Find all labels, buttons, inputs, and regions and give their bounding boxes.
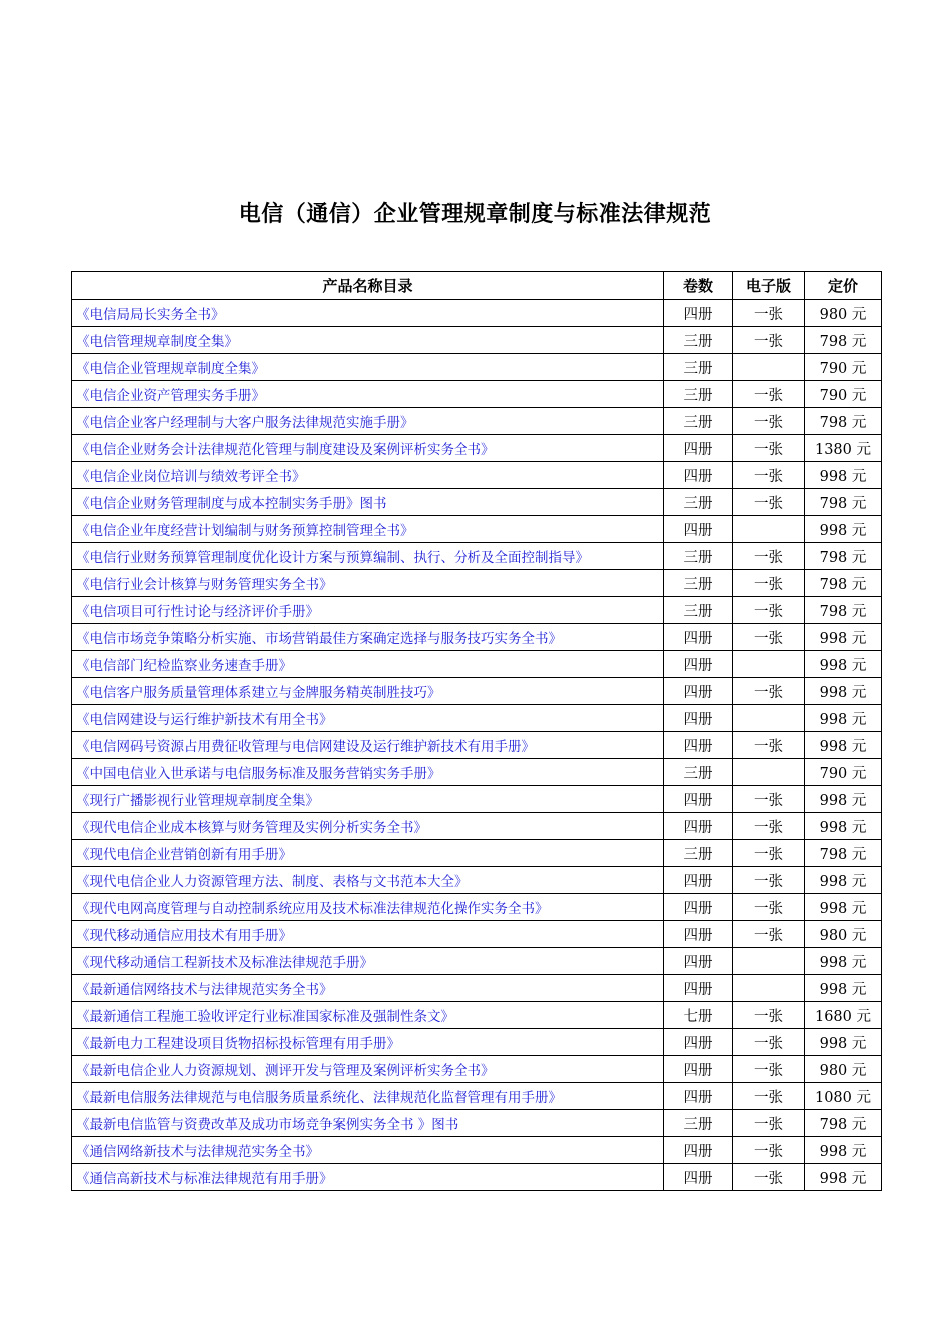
table-row — [72, 327, 882, 354]
ebook-cell — [733, 705, 805, 732]
product-name-link[interactable]: 《电信客户服务质量管理体系建立与金牌服务精英制胜技巧》 — [72, 678, 664, 705]
product-name-link[interactable]: 《电信企业管理规章制度全集》 — [72, 354, 664, 381]
ebook-cell: 一张 — [733, 894, 805, 921]
volumes-cell: 四册 — [664, 1164, 733, 1191]
volumes-cell: 四册 — [664, 1029, 733, 1056]
volumes-cell: 四册 — [664, 732, 733, 759]
table-row — [72, 1002, 882, 1029]
price-cell: 998 元 — [805, 948, 882, 975]
ebook-cell: 一张 — [733, 300, 805, 327]
price-cell: 790 元 — [805, 381, 882, 408]
price-cell: 998 元 — [805, 624, 882, 651]
price-cell: 998 元 — [805, 651, 882, 678]
table-row — [72, 543, 882, 570]
ebook-cell: 一张 — [733, 489, 805, 516]
table-row — [72, 408, 882, 435]
table-row — [72, 624, 882, 651]
table-row — [72, 597, 882, 624]
product-name-link[interactable]: 《通信高新技术与标准法律规范有用手册》 — [72, 1164, 664, 1191]
table-row — [72, 678, 882, 705]
price-cell: 998 元 — [805, 705, 882, 732]
volumes-cell: 四册 — [664, 705, 733, 732]
price-cell: 798 元 — [805, 570, 882, 597]
table-row — [72, 651, 882, 678]
volumes-cell: 四册 — [664, 921, 733, 948]
table-row — [72, 867, 882, 894]
table-row — [72, 381, 882, 408]
product-name-link[interactable]: 《电信企业资产管理实务手册》 — [72, 381, 664, 408]
ebook-cell — [733, 948, 805, 975]
table-row — [72, 300, 882, 327]
price-cell: 798 元 — [805, 489, 882, 516]
table-row — [72, 462, 882, 489]
table-row — [72, 948, 882, 975]
ebook-cell: 一张 — [733, 1056, 805, 1083]
product-name-link[interactable]: 《电信行业会计核算与财务管理实务全书》 — [72, 570, 664, 597]
table-row — [72, 705, 882, 732]
product-name-link[interactable]: 《中国电信业入世承诺与电信服务标准及服务营销实务手册》 — [72, 759, 664, 786]
volumes-cell: 四册 — [664, 516, 733, 543]
volumes-cell: 三册 — [664, 408, 733, 435]
price-cell: 998 元 — [805, 786, 882, 813]
ebook-cell — [733, 516, 805, 543]
price-cell: 1380 元 — [805, 435, 882, 462]
ebook-cell: 一张 — [733, 840, 805, 867]
product-name-link[interactable]: 《电信企业财务会计法律规范化管理与制度建设及案例评析实务全书》 — [72, 435, 664, 462]
volumes-cell: 三册 — [664, 489, 733, 516]
product-name-link[interactable]: 《电信网码号资源占用费征收管理与电信网建设及运行维护新技术有用手册》 — [72, 732, 664, 759]
price-cell: 998 元 — [805, 975, 882, 1002]
price-cell: 998 元 — [805, 1164, 882, 1191]
product-name-link[interactable]: 《电信行业财务预算管理制度优化设计方案与预算编制、执行、分析及全面控制指导》 — [72, 543, 664, 570]
price-cell: 998 元 — [805, 1029, 882, 1056]
ebook-cell: 一张 — [733, 921, 805, 948]
volumes-cell: 七册 — [664, 1002, 733, 1029]
price-cell: 1080 元 — [805, 1083, 882, 1110]
ebook-cell: 一张 — [733, 570, 805, 597]
table-row — [72, 570, 882, 597]
price-cell: 980 元 — [805, 300, 882, 327]
ebook-cell: 一张 — [733, 327, 805, 354]
table-row — [72, 921, 882, 948]
price-cell: 798 元 — [805, 840, 882, 867]
volumes-cell: 四册 — [664, 894, 733, 921]
volumes-cell: 四册 — [664, 300, 733, 327]
price-cell: 998 元 — [805, 462, 882, 489]
volumes-cell: 四册 — [664, 975, 733, 1002]
catalog-body — [72, 300, 882, 1191]
product-name-link[interactable]: 《电信管理规章制度全集》 — [72, 327, 664, 354]
product-name-link[interactable]: 《电信市场竞争策略分析实施、市场营销最佳方案确定选择与服务技巧实务全书》 — [72, 624, 664, 651]
table-row — [72, 813, 882, 840]
ebook-cell — [733, 759, 805, 786]
table-row — [72, 1137, 882, 1164]
table-row — [72, 435, 882, 462]
product-name-link[interactable]: 《现行广播影视行业管理规章制度全集》 — [72, 786, 664, 813]
product-name-link[interactable]: 《电信部门纪检监察业务速查手册》 — [72, 651, 664, 678]
ebook-cell: 一张 — [733, 462, 805, 489]
product-name-link[interactable]: 《最新电力工程建设项目货物招标投标管理有用手册》 — [72, 1029, 664, 1056]
volumes-cell: 三册 — [664, 840, 733, 867]
volumes-cell: 四册 — [664, 435, 733, 462]
product-catalog-table — [71, 271, 882, 1191]
price-cell: 998 元 — [805, 678, 882, 705]
ebook-cell: 一张 — [733, 624, 805, 651]
product-name-link[interactable]: 《现代移动通信工程新技术及标准法律规范手册》 — [72, 948, 664, 975]
ebook-cell: 一张 — [733, 381, 805, 408]
ebook-cell: 一张 — [733, 1002, 805, 1029]
ebook-cell: 一张 — [733, 867, 805, 894]
table-row — [72, 732, 882, 759]
table-row — [72, 489, 882, 516]
ebook-cell: 一张 — [733, 1137, 805, 1164]
volumes-cell: 三册 — [664, 381, 733, 408]
volumes-cell: 三册 — [664, 597, 733, 624]
ebook-cell — [733, 975, 805, 1002]
table-row — [72, 894, 882, 921]
volumes-cell: 三册 — [664, 327, 733, 354]
ebook-cell: 一张 — [733, 543, 805, 570]
price-cell: 998 元 — [805, 867, 882, 894]
volumes-cell: 四册 — [664, 948, 733, 975]
ebook-cell: 一张 — [733, 732, 805, 759]
product-name-link[interactable]: 《电信项目可行性讨论与经济评价手册》 — [72, 597, 664, 624]
price-cell: 798 元 — [805, 597, 882, 624]
price-cell: 998 元 — [805, 894, 882, 921]
table-row — [72, 1083, 882, 1110]
volumes-cell: 三册 — [664, 543, 733, 570]
price-cell: 798 元 — [805, 1110, 882, 1137]
ebook-cell: 一张 — [733, 1164, 805, 1191]
ebook-cell: 一张 — [733, 678, 805, 705]
product-name-link[interactable]: 《通信网络新技术与法律规范实务全书》 — [72, 1137, 664, 1164]
product-name-link[interactable]: 《电信企业年度经营计划编制与财务预算控制管理全书》 — [72, 516, 664, 543]
page-title: 电信（通信）企业管理规章制度与标准法律规范 — [238, 201, 712, 227]
table-row — [72, 759, 882, 786]
ebook-cell — [733, 354, 805, 381]
header-price: 定价 — [805, 272, 882, 300]
product-name-link[interactable]: 《现代移动通信应用技术有用手册》 — [72, 921, 664, 948]
product-name-link[interactable]: 《最新通信工程施工验收评定行业标准国家标准及强制性条文》 — [72, 1002, 664, 1029]
volumes-cell: 四册 — [664, 1083, 733, 1110]
volumes-cell: 四册 — [664, 678, 733, 705]
price-cell: 980 元 — [805, 1056, 882, 1083]
table-row — [72, 975, 882, 1002]
price-cell: 798 元 — [805, 327, 882, 354]
volumes-cell: 三册 — [664, 354, 733, 381]
product-name-link[interactable]: 《电信企业岗位培训与绩效考评全书》 — [72, 462, 664, 489]
product-name-link[interactable]: 《现代电网高度管理与自动控制系统应用及技术标准法律规范化操作实务全书》 — [72, 894, 664, 921]
header-ebook: 电子版 — [733, 272, 805, 300]
product-name-link[interactable]: 《电信局局长实务全书》 — [72, 300, 664, 327]
price-cell: 998 元 — [805, 813, 882, 840]
volumes-cell: 四册 — [664, 651, 733, 678]
product-name-link[interactable]: 《电信企业客户经理制与大客户服务法律规范实施手册》 — [72, 408, 664, 435]
price-cell: 998 元 — [805, 732, 882, 759]
price-cell: 1680 元 — [805, 1002, 882, 1029]
price-cell: 798 元 — [805, 408, 882, 435]
product-name-link[interactable]: 《现代电信企业人力资源管理方法、制度、表格与文书范本大全》 — [72, 867, 664, 894]
table-header-row — [72, 272, 882, 300]
volumes-cell: 三册 — [664, 759, 733, 786]
volumes-cell: 四册 — [664, 1137, 733, 1164]
product-name-link[interactable]: 《最新电信监管与资费改革及成功市场竞争案例实务全书 》图书 — [72, 1110, 664, 1137]
table-row — [72, 1164, 882, 1191]
table-row — [72, 1056, 882, 1083]
product-name-link[interactable]: 《现代电信企业成本核算与财务管理及实例分析实务全书》 — [72, 813, 664, 840]
ebook-cell: 一张 — [733, 1083, 805, 1110]
ebook-cell: 一张 — [733, 435, 805, 462]
volumes-cell: 四册 — [664, 462, 733, 489]
price-cell: 798 元 — [805, 543, 882, 570]
ebook-cell — [733, 651, 805, 678]
table-row — [72, 516, 882, 543]
header-product-name: 产品名称目录 — [72, 272, 664, 300]
ebook-cell: 一张 — [733, 1029, 805, 1056]
table-row — [72, 840, 882, 867]
volumes-cell: 四册 — [664, 624, 733, 651]
ebook-cell: 一张 — [733, 786, 805, 813]
volumes-cell: 四册 — [664, 867, 733, 894]
price-cell: 790 元 — [805, 759, 882, 786]
price-cell: 790 元 — [805, 354, 882, 381]
price-cell: 998 元 — [805, 1137, 882, 1164]
price-cell: 980 元 — [805, 921, 882, 948]
volumes-cell: 三册 — [664, 570, 733, 597]
table-row — [72, 786, 882, 813]
table-row — [72, 1029, 882, 1056]
product-name-link[interactable]: 《电信企业财务管理制度与成本控制实务手册》图书 — [72, 489, 664, 516]
table-row — [72, 354, 882, 381]
table-row — [72, 1110, 882, 1137]
volumes-cell: 三册 — [664, 1110, 733, 1137]
product-name-link[interactable]: 《电信网建设与运行维护新技术有用全书》 — [72, 705, 664, 732]
volumes-cell: 四册 — [664, 786, 733, 813]
product-name-link[interactable]: 《最新电信企业人力资源规划、测评开发与管理及案例评析实务全书》 — [72, 1056, 664, 1083]
ebook-cell: 一张 — [733, 813, 805, 840]
volumes-cell: 四册 — [664, 1056, 733, 1083]
volumes-cell: 四册 — [664, 813, 733, 840]
product-name-link[interactable]: 《现代电信企业营销创新有用手册》 — [72, 840, 664, 867]
product-name-link[interactable]: 《最新通信网络技术与法律规范实务全书》 — [72, 975, 664, 1002]
header-volumes: 卷数 — [664, 272, 733, 300]
ebook-cell: 一张 — [733, 1110, 805, 1137]
ebook-cell: 一张 — [733, 597, 805, 624]
product-name-link[interactable]: 《最新电信服务法律规范与电信服务质量系统化、法律规范化监督管理有用手册》 — [72, 1083, 664, 1110]
ebook-cell: 一张 — [733, 408, 805, 435]
price-cell: 998 元 — [805, 516, 882, 543]
